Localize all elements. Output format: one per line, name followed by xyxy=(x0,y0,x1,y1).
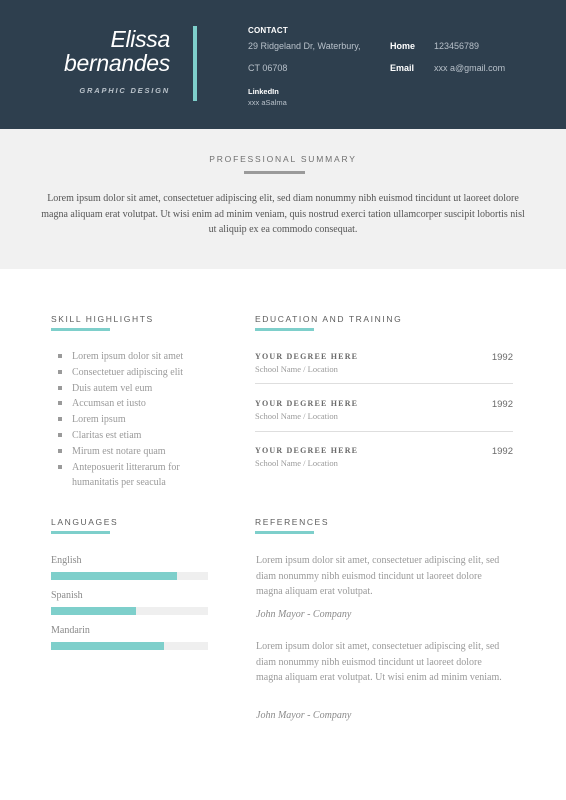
graduation-year: 1992 xyxy=(491,399,513,410)
education-underline xyxy=(255,328,314,331)
email-label: Email xyxy=(390,63,415,73)
education-entry xyxy=(255,352,513,399)
home-phone: 123456789 xyxy=(434,41,480,51)
references-underline xyxy=(255,531,314,534)
languages-underline xyxy=(51,531,110,534)
references-title: REFERENCES xyxy=(255,517,330,527)
education-entry xyxy=(255,446,513,493)
reference-author: John Mayor - Company xyxy=(256,609,352,620)
language-name: Mandarin xyxy=(51,625,90,636)
first-name: Elissa xyxy=(110,26,170,52)
education-divider xyxy=(255,383,513,384)
skill-item: Mirum est notare quam xyxy=(58,444,218,460)
degree-name: YOUR DEGREE HERE xyxy=(255,446,359,455)
reference-text: Lorem ipsum dolor sit amet, consectetuer adipiscing elit, sed diam nonummy nibh euismod tincidunt ut laoreet dolore magna aliquam erat volutpat. Ut wisi enim ad minim veniam. xyxy=(256,641,502,683)
school-name: School Name / Location xyxy=(255,411,338,421)
reference-text: Lorem ipsum dolor sit amet, consectetuer adipiscing elit, sed diam nonummy nibh euismod tincidunt ut laoreet dolore magna aliquam erat volutpat. xyxy=(256,555,500,597)
graduation-year: 1992 xyxy=(491,446,513,457)
skills-title: SKILL HIGHLIGHTS xyxy=(51,314,154,324)
skill-item: Consectetuer adipiscing elit xyxy=(58,365,218,381)
reference-author: John Mayor - Company xyxy=(256,710,352,721)
language-level-fill xyxy=(51,642,164,650)
last-name: bernandes xyxy=(64,50,170,76)
language-item xyxy=(51,555,208,580)
contact-heading: CONTACT xyxy=(248,26,288,35)
language-level-track xyxy=(51,607,208,615)
skill-item: Accumsan et iusto xyxy=(58,396,218,412)
skill-item: Duis autem vel eum xyxy=(58,381,218,397)
skill-item: Lorem ipsum dolor sit amet xyxy=(58,349,218,365)
address-line-1: 29 Ridgeland Dr, Waterbury, xyxy=(248,41,361,51)
education-title: EDUCATION AND TRAINING xyxy=(255,314,403,324)
language-item xyxy=(51,590,208,615)
language-item xyxy=(51,625,208,650)
email-address[interactable]: xxx a@gmail.com xyxy=(434,63,506,73)
language-name: English xyxy=(51,555,82,566)
summary-text: Lorem ipsum dolor sit amet, consectetuer adipiscing elit, sed diam nonummy nibh euismod tincidunt ut laoreet dolore magna aliquam erat volutpat. Ut wisi enim ad minim veniam, quis nostrud exerci tation ullamcorper suscipit lobortis nisl ut aliquip ex ea commodo consequat. xyxy=(41,193,525,235)
linkedin-handle[interactable]: xxx aSalma xyxy=(248,98,287,107)
language-level-track xyxy=(51,572,208,580)
skills-underline xyxy=(51,328,110,331)
degree-name: YOUR DEGREE HERE xyxy=(255,399,359,408)
job-title: GRAPHIC DESIGN xyxy=(79,86,170,95)
professional-summary xyxy=(0,129,566,269)
skills-list xyxy=(58,349,218,491)
school-name: School Name / Location xyxy=(255,458,338,468)
address-line-2: CT 06708 xyxy=(248,63,288,73)
summary-title: PROFESSIONAL SUMMARY xyxy=(209,154,357,164)
language-level-fill xyxy=(51,572,177,580)
header-accent-bar xyxy=(193,26,197,101)
languages-title: LANGUAGES xyxy=(51,517,119,527)
skill-item: Lorem ipsum xyxy=(58,412,218,428)
linkedin-label: LinkedIn xyxy=(248,87,279,96)
language-level-fill xyxy=(51,607,136,615)
graduation-year: 1992 xyxy=(491,352,513,363)
summary-underline xyxy=(244,171,305,174)
language-level-track xyxy=(51,642,208,650)
home-label: Home xyxy=(390,41,416,51)
skill-item: Claritas est etiam xyxy=(58,428,218,444)
education-divider xyxy=(255,431,513,432)
skill-item: Anteposuerit litterarum for humanitatis per seacula xyxy=(58,460,218,492)
candidate-name xyxy=(64,27,170,75)
language-name: Spanish xyxy=(51,590,83,601)
school-name: School Name / Location xyxy=(255,364,338,374)
education-entry xyxy=(255,399,513,446)
degree-name: YOUR DEGREE HERE xyxy=(255,352,359,361)
resume-header xyxy=(0,0,566,129)
